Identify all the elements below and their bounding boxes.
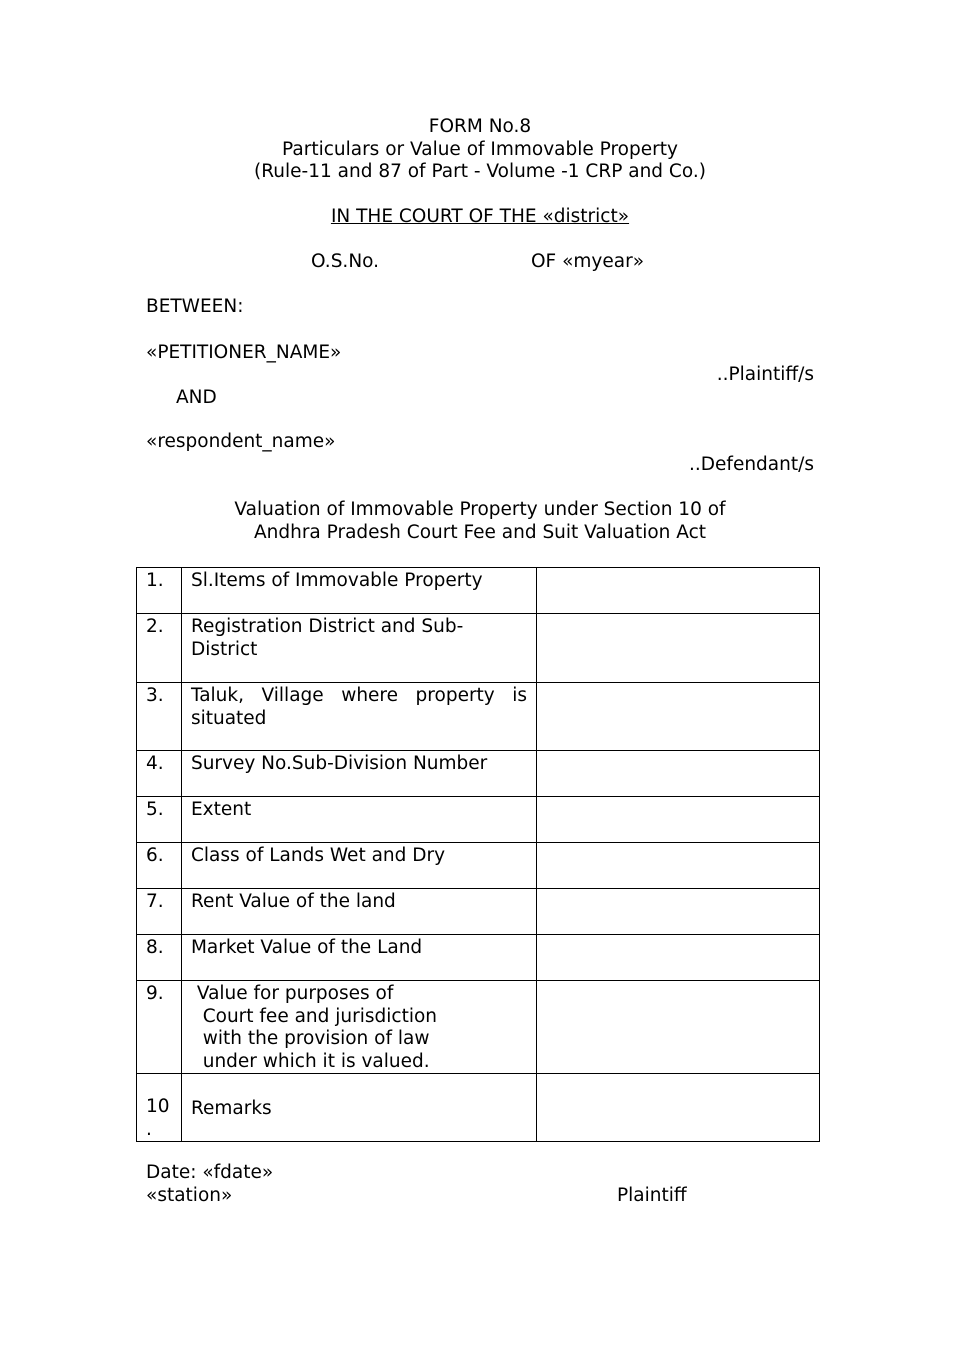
- row-item-cell: [181, 797, 536, 843]
- row-number: 3.: [146, 685, 164, 706]
- valuation-table: [136, 567, 820, 1142]
- row-value-cell: [537, 614, 820, 683]
- row-item: Remarks: [190, 1098, 272, 1119]
- and-label: AND: [176, 387, 217, 408]
- valuation-heading-line1: Valuation of Immovable Property under Section 10 of: [234, 499, 726, 520]
- form-title: Particulars or Value of Immovable Property: [282, 139, 678, 160]
- row-value-cell: [537, 1074, 820, 1142]
- date-field: Date: «fdate»: [146, 1162, 274, 1183]
- row-number-cell: [137, 981, 182, 1074]
- form-number: FORM No.8: [428, 116, 532, 137]
- row-item-cell: [181, 889, 536, 935]
- row-number-cell: [137, 614, 182, 683]
- table-row: [137, 981, 820, 1074]
- row-number-cell: [137, 889, 182, 935]
- row-item-cell: [181, 935, 536, 981]
- row-item: Registration District and Sub- District: [190, 616, 464, 660]
- table-row: [137, 935, 820, 981]
- station-field: «station»: [146, 1185, 233, 1206]
- row-item-cell: [181, 1074, 536, 1142]
- row-number-cell: [137, 568, 182, 614]
- row-value-cell: [537, 751, 820, 797]
- row-value-cell: [537, 981, 820, 1074]
- row-number-cell: [137, 1074, 182, 1142]
- row-item-cell: [181, 683, 536, 751]
- table-row: [137, 797, 820, 843]
- row-item: Extent: [190, 799, 252, 820]
- row-item-cell: [181, 843, 536, 889]
- case-year: OF «myear»: [531, 251, 645, 272]
- row-value-cell: [537, 843, 820, 889]
- row-number: 4.: [146, 753, 164, 774]
- between-label: BETWEEN:: [146, 296, 244, 317]
- row-number: 9.: [146, 983, 164, 1004]
- row-number-cell: [137, 843, 182, 889]
- row-item: Market Value of the Land: [190, 937, 423, 958]
- row-item-cell: [181, 614, 536, 683]
- row-item-cell: [181, 568, 536, 614]
- row-number-cell: [137, 797, 182, 843]
- row-number: 10 .: [146, 1096, 170, 1140]
- table-row: [137, 1074, 820, 1142]
- row-value-cell: [537, 568, 820, 614]
- row-item: Class of Lands Wet and Dry: [190, 845, 446, 866]
- table-row: [137, 683, 820, 751]
- court-heading-text: IN THE COURT OF THE «district»: [330, 206, 630, 227]
- table-row: [137, 614, 820, 683]
- row-number: 1.: [146, 570, 164, 591]
- row-value-cell: [537, 797, 820, 843]
- respondent-name: «respondent_name»: [146, 431, 336, 452]
- valuation-heading-line2: Andhra Pradesh Court Fee and Suit Valuation Act: [253, 522, 707, 543]
- row-number: 5.: [146, 799, 164, 820]
- defendant-label: ..Defendant/s: [689, 454, 814, 475]
- row-number: 8.: [146, 937, 164, 958]
- table-row: [137, 568, 820, 614]
- row-value-cell: [537, 935, 820, 981]
- row-item: Survey No.Sub-Division Number: [190, 753, 488, 774]
- row-number-cell: [137, 751, 182, 797]
- row-item: Rent Value of the land: [190, 891, 396, 912]
- petitioner-name: «PETITIONER_NAME»: [146, 342, 342, 363]
- court-heading: [0, 206, 960, 229]
- plaintiff-label: ..Plaintiff/s: [716, 364, 814, 385]
- row-number: 2.: [146, 616, 164, 637]
- row-item-cell: [181, 981, 536, 1074]
- row-item: Taluk, Village where property is situated: [190, 685, 528, 729]
- table-row: [137, 843, 820, 889]
- row-value-cell: [537, 683, 820, 751]
- form-rule: (Rule-11 and 87 of Part - Volume -1 CRP and Co.): [254, 161, 706, 182]
- row-item: Sl.Items of Immovable Property: [190, 570, 483, 591]
- row-number-cell: [137, 683, 182, 751]
- row-number-cell: [137, 935, 182, 981]
- row-value-cell: [537, 889, 820, 935]
- row-number: 7.: [146, 891, 164, 912]
- row-item-cell: [181, 751, 536, 797]
- table-row: [137, 751, 820, 797]
- row-number: 6.: [146, 845, 164, 866]
- row-item: Value for purposes of Court fee and jurisdiction with the provision of law under which it is valued.: [196, 983, 438, 1072]
- table-row: [137, 889, 820, 935]
- os-number-label: O.S.No.: [311, 251, 380, 272]
- plaintiff-signature-label: Plaintiff: [617, 1185, 687, 1206]
